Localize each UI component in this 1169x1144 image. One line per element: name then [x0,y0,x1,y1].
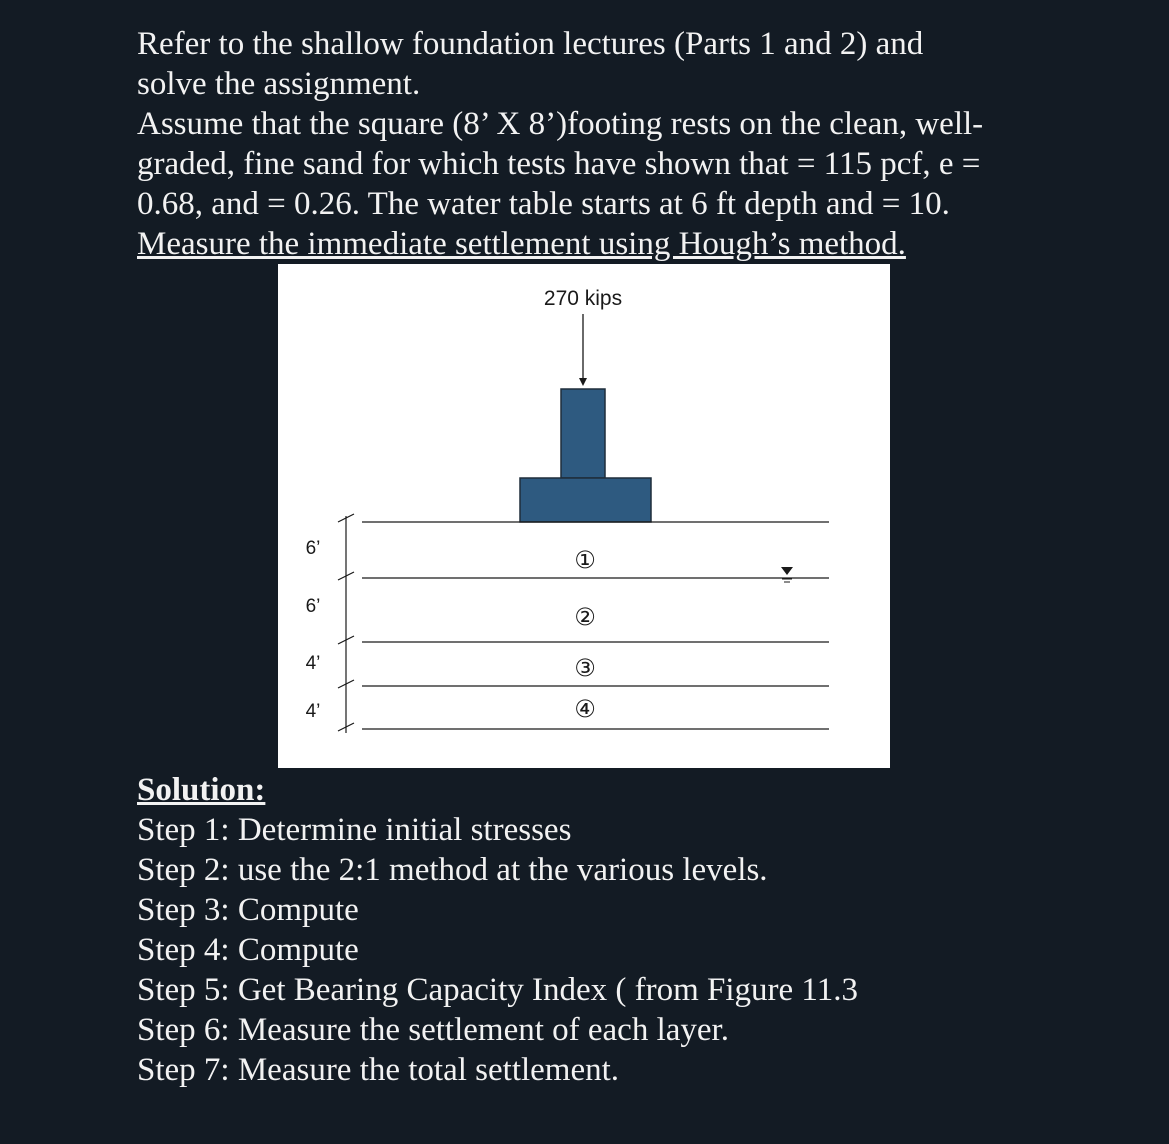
solution-section [137,770,858,1090]
footing-column [561,389,605,478]
solution-step-7: Step 7: Measure the total settlement. [137,1052,620,1088]
layer-3-thickness: 4’ [305,653,321,674]
solution-step-4: Step 4: Compute [137,932,359,968]
solution-step-6: Step 6: Measure the settlement of each layer. [137,1012,729,1048]
solution-heading: Solution: [137,772,266,808]
problem-line-6: Measure the immediate settlement using Hough’s method. [137,226,906,262]
solution-step-1: Step 1: Determine initial stresses [137,812,572,848]
layer-2-marker: ② [574,604,596,631]
layer-1-thickness: 6’ [305,538,321,559]
solution-step-3: Step 3: Compute [137,892,359,928]
problem-line-4: graded, fine sand for which tests have shown that = 115 pcf, e = [137,146,981,182]
footing-base [520,478,651,522]
problem-line-5: 0.68, and = 0.26. The water table starts at 6 ft depth and = 10. [137,186,950,222]
layer-3-marker: ③ [574,655,596,682]
problem-statement [137,24,983,264]
problem-line-2: solve the assignment. [137,66,421,102]
layer-1-marker: ① [574,547,596,574]
foundation-figure [278,264,890,768]
dimension-line [338,514,354,733]
layer-2-thickness: 6’ [305,596,321,617]
load-label: 270 kips [543,287,623,310]
problem-line-1: Refer to the shallow foundation lectures (Parts 1 and 2) and [137,26,924,62]
foundation-diagram [278,264,890,768]
layer-4-thickness: 4’ [305,701,321,722]
layer-4-marker: ④ [574,696,596,723]
problem-line-3: Assume that the square (8’ X 8’)footing rests on the clean, well- [137,106,984,142]
solution-step-2: Step 2: use the 2:1 method at the various levels. [137,852,768,888]
water-table-icon [781,567,793,582]
solution-step-5: Step 5: Get Bearing Capacity Index ( from Figure 11.3 [137,972,858,1008]
